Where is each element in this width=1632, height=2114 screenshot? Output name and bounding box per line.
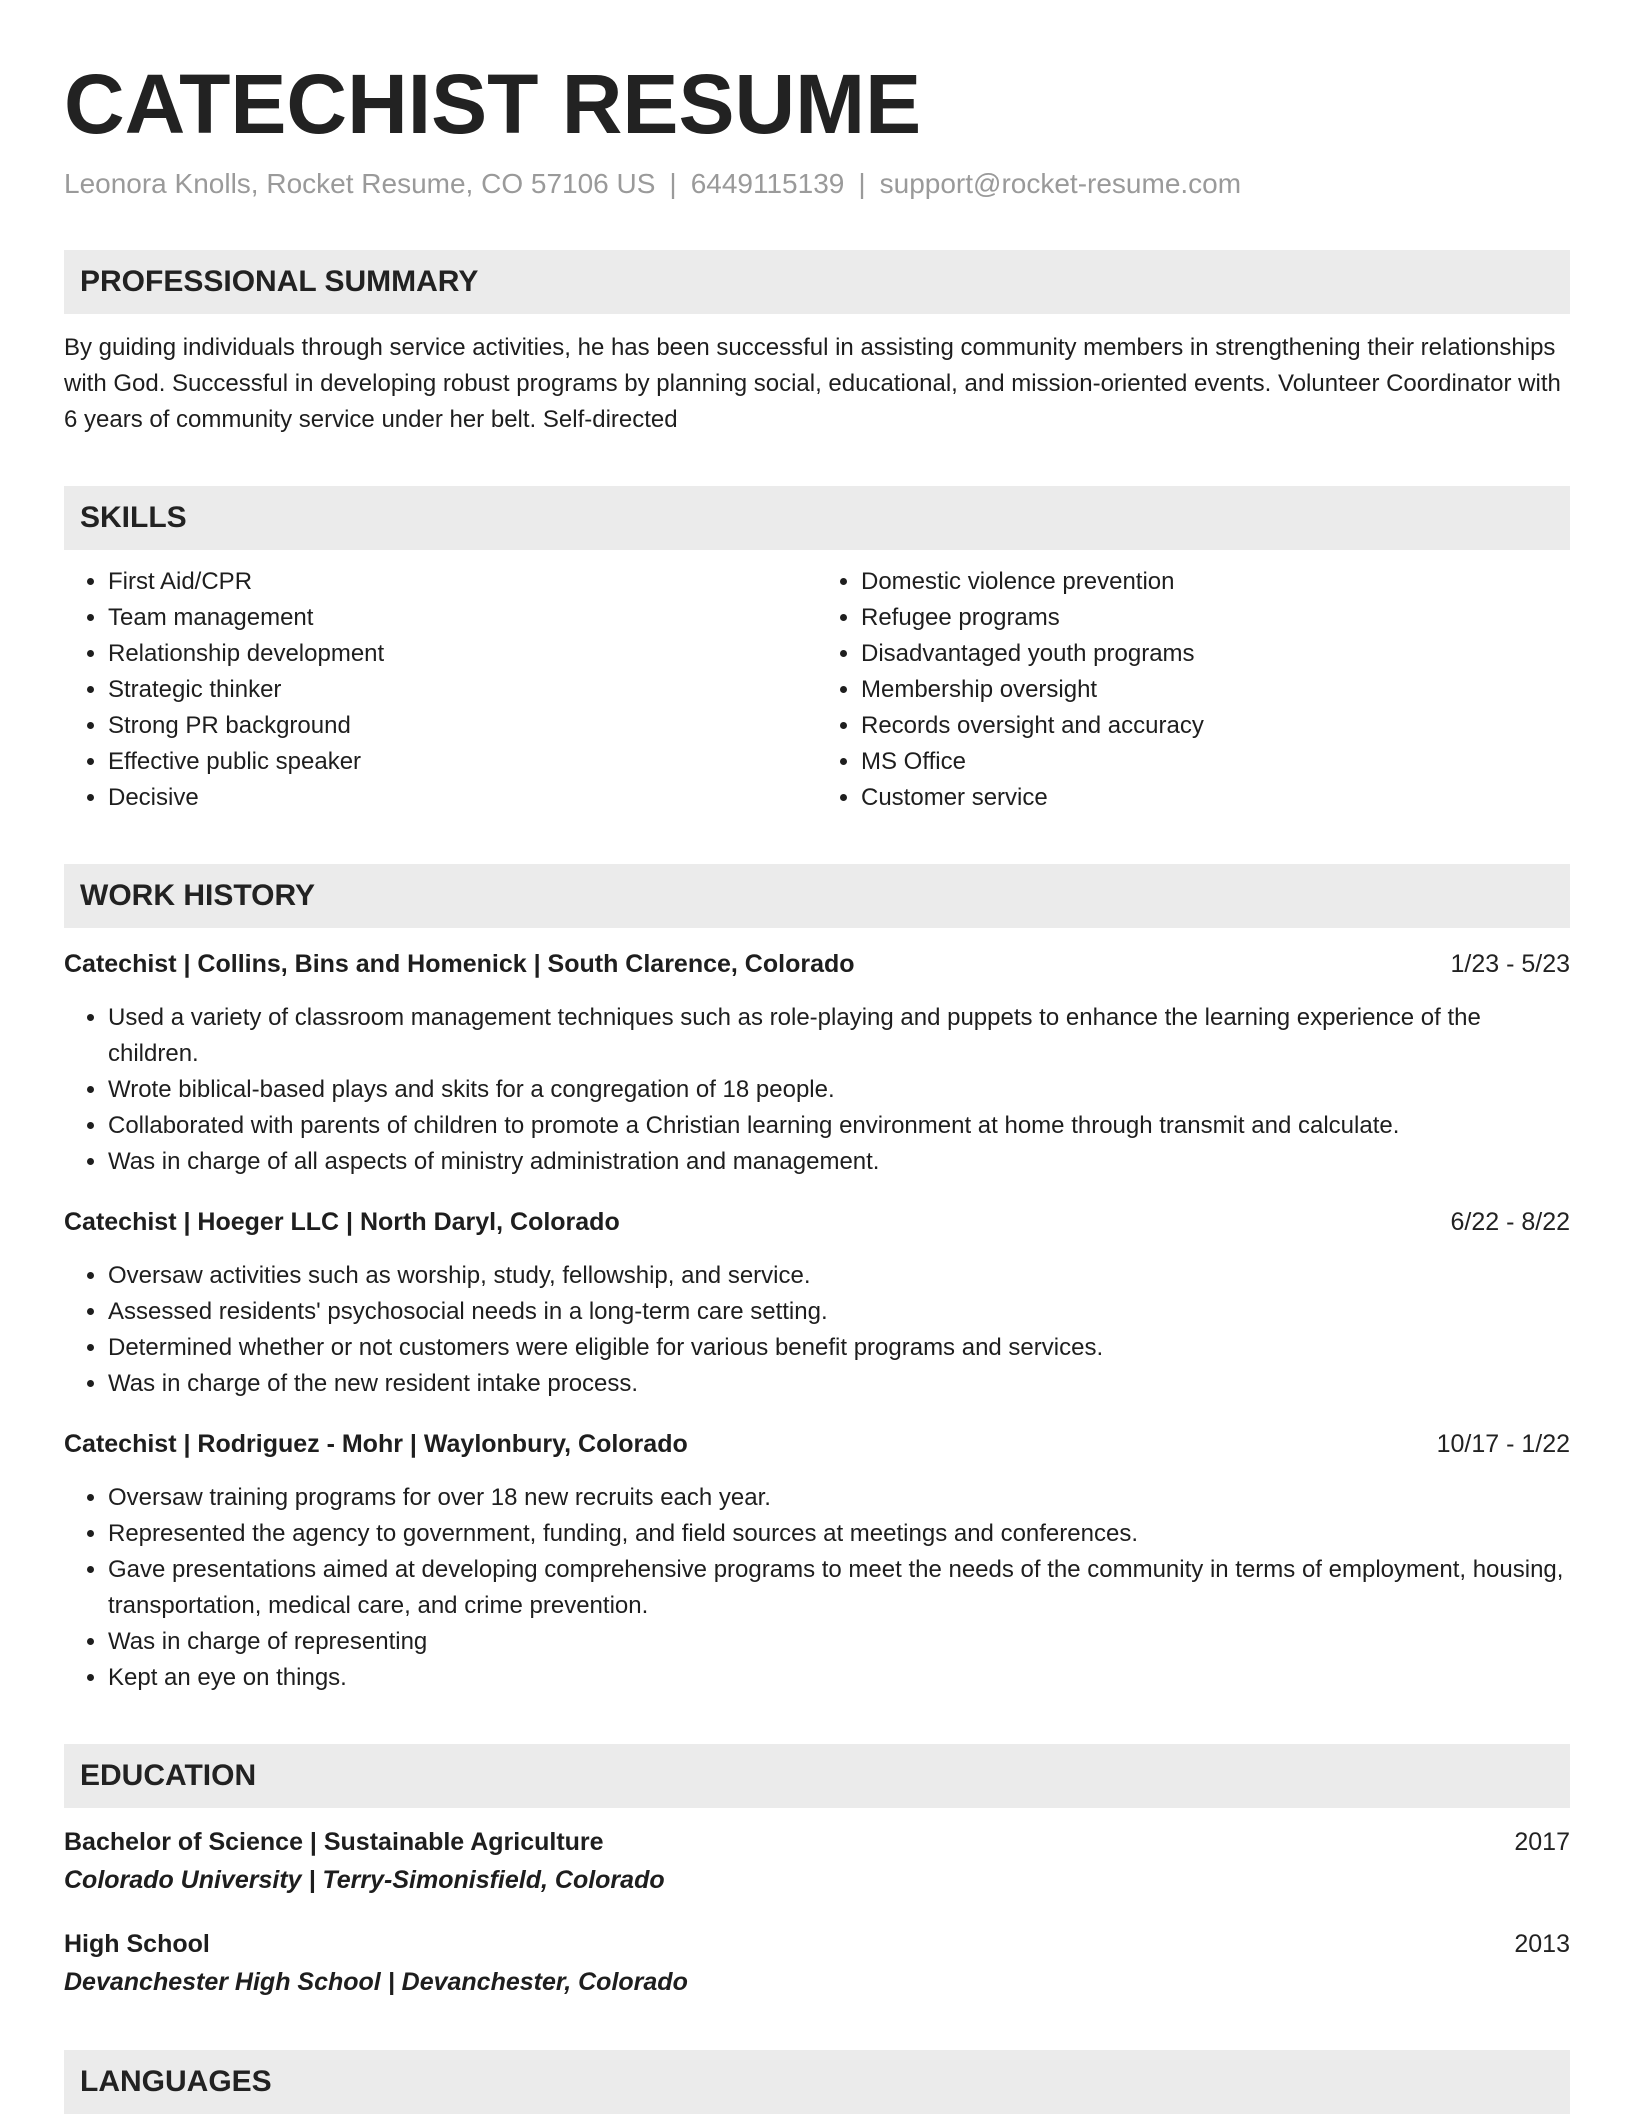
- job-bullets: [64, 1258, 1570, 1402]
- job-bullet: • Oversaw activities such as worship, study, fellowship, and service.: [108, 1258, 1570, 1294]
- education-heading: EDUCATION: [64, 1744, 1570, 1808]
- job-bullet: • Was in charge of all aspects of ministry administration and management.: [108, 1144, 1570, 1180]
- skills-heading: SKILLS: [64, 486, 1570, 550]
- job-header: [64, 946, 1570, 982]
- contact-separator: |: [858, 168, 866, 199]
- skill-item: • Refugee programs: [861, 600, 1570, 636]
- job-bullet: • Assessed residents' psychosocial needs in a long-term care setting.: [108, 1294, 1570, 1330]
- job-bullet: • Oversaw training programs for over 18 new recruits each year.: [108, 1480, 1570, 1516]
- skill-item: • Membership oversight: [861, 672, 1570, 708]
- job-bullet: • Used a variety of classroom management techniques such as role-playing and puppets to enhance the learning experience of the children.: [108, 1000, 1570, 1072]
- job-dates: 1/23 - 5/23: [1450, 950, 1570, 978]
- education-year: 2013: [1514, 1930, 1570, 1958]
- job-dates: 6/22 - 8/22: [1450, 1208, 1570, 1236]
- job-header: [64, 1204, 1570, 1240]
- skill-item: • Strong PR background: [108, 708, 817, 744]
- skill-item: • Records oversight and accuracy: [861, 708, 1570, 744]
- skill-item: • Customer service: [861, 780, 1570, 816]
- skill-item: • First Aid/CPR: [108, 564, 817, 600]
- summary-heading: PROFESSIONAL SUMMARY: [64, 250, 1570, 314]
- job-bullet: • Was in charge of representing: [108, 1624, 1570, 1660]
- education-school: Colorado University | Terry-Simonisfield, Colorado: [64, 1866, 665, 1894]
- skills-column-right: [817, 564, 1570, 816]
- job-bullet: • Determined whether or not customers were eligible for various benefit programs and services.: [108, 1330, 1570, 1366]
- education-year: 2017: [1514, 1828, 1570, 1856]
- job-bullets: [64, 1000, 1570, 1180]
- work-history-heading: WORK HISTORY: [64, 864, 1570, 928]
- job-entry: [64, 1426, 1570, 1696]
- job-dates: 10/17 - 1/22: [1436, 1430, 1570, 1458]
- education-entry: [64, 1824, 1570, 1900]
- contact-address: Leonora Knolls, Rocket Resume, CO 57106 US: [64, 168, 656, 199]
- skills-list: [64, 564, 1570, 816]
- education-entry: [64, 1926, 1570, 2002]
- job-bullets: [64, 1480, 1570, 1696]
- education-header: [64, 1824, 1570, 1860]
- job-bullet: • Collaborated with parents of children to promote a Christian learning environment at home through transmit and calculate.: [108, 1108, 1570, 1144]
- job-bullet: • Represented the agency to government, funding, and field sources at meetings and conferences.: [108, 1516, 1570, 1552]
- job-bullet: • Was in charge of the new resident intake process.: [108, 1366, 1570, 1402]
- job-bullet: • Kept an eye on things.: [108, 1660, 1570, 1696]
- job-bullet: • Gave presentations aimed at developing comprehensive programs to meet the needs of the community in terms of employment, housing, transportation, medical care, and crime prevention.: [108, 1552, 1570, 1624]
- languages-heading: LANGUAGES: [64, 2050, 1570, 2114]
- resume-title: CATECHIST RESUME: [64, 57, 922, 151]
- skills-column-left: [64, 564, 817, 816]
- job-title: Catechist | Collins, Bins and Homenick | South Clarence, Colorado: [64, 950, 855, 978]
- job-header: [64, 1426, 1570, 1462]
- education-school: Devanchester High School | Devanchester, Colorado: [64, 1968, 688, 1996]
- job-bullet: • Wrote biblical-based plays and skits for a congregation of 18 people.: [108, 1072, 1570, 1108]
- contact-phone: 6449115139: [690, 168, 845, 199]
- job-entry: [64, 1204, 1570, 1402]
- job-title: Catechist | Hoeger LLC | North Daryl, Colorado: [64, 1208, 620, 1236]
- contact-email: support@rocket-resume.com: [879, 168, 1242, 199]
- contact-line: [64, 166, 1570, 202]
- education-degree: Bachelor of Science | Sustainable Agriculture: [64, 1828, 604, 1856]
- education-header: [64, 1926, 1570, 1962]
- education-degree: High School: [64, 1930, 210, 1958]
- skill-item: • Relationship development: [108, 636, 817, 672]
- job-entry: [64, 946, 1570, 1180]
- skill-item: • MS Office: [861, 744, 1570, 780]
- summary-text: By guiding individuals through service activities, he has been successful in assisting community members in strengthening their relationships with God. Successful in developing robust programs by planning social, educational, and mission-oriented events. Volunteer Coordinator with 6 years of community service under her belt. Self-directed: [64, 334, 1561, 433]
- job-title: Catechist | Rodriguez - Mohr | Waylonbury, Colorado: [64, 1430, 688, 1458]
- skill-item: • Decisive: [108, 780, 817, 816]
- skill-item: • Strategic thinker: [108, 672, 817, 708]
- skill-item: • Effective public speaker: [108, 744, 817, 780]
- contact-separator: |: [669, 168, 677, 199]
- skill-item: • Disadvantaged youth programs: [861, 636, 1570, 672]
- skill-item: • Team management: [108, 600, 817, 636]
- skill-item: • Domestic violence prevention: [861, 564, 1570, 600]
